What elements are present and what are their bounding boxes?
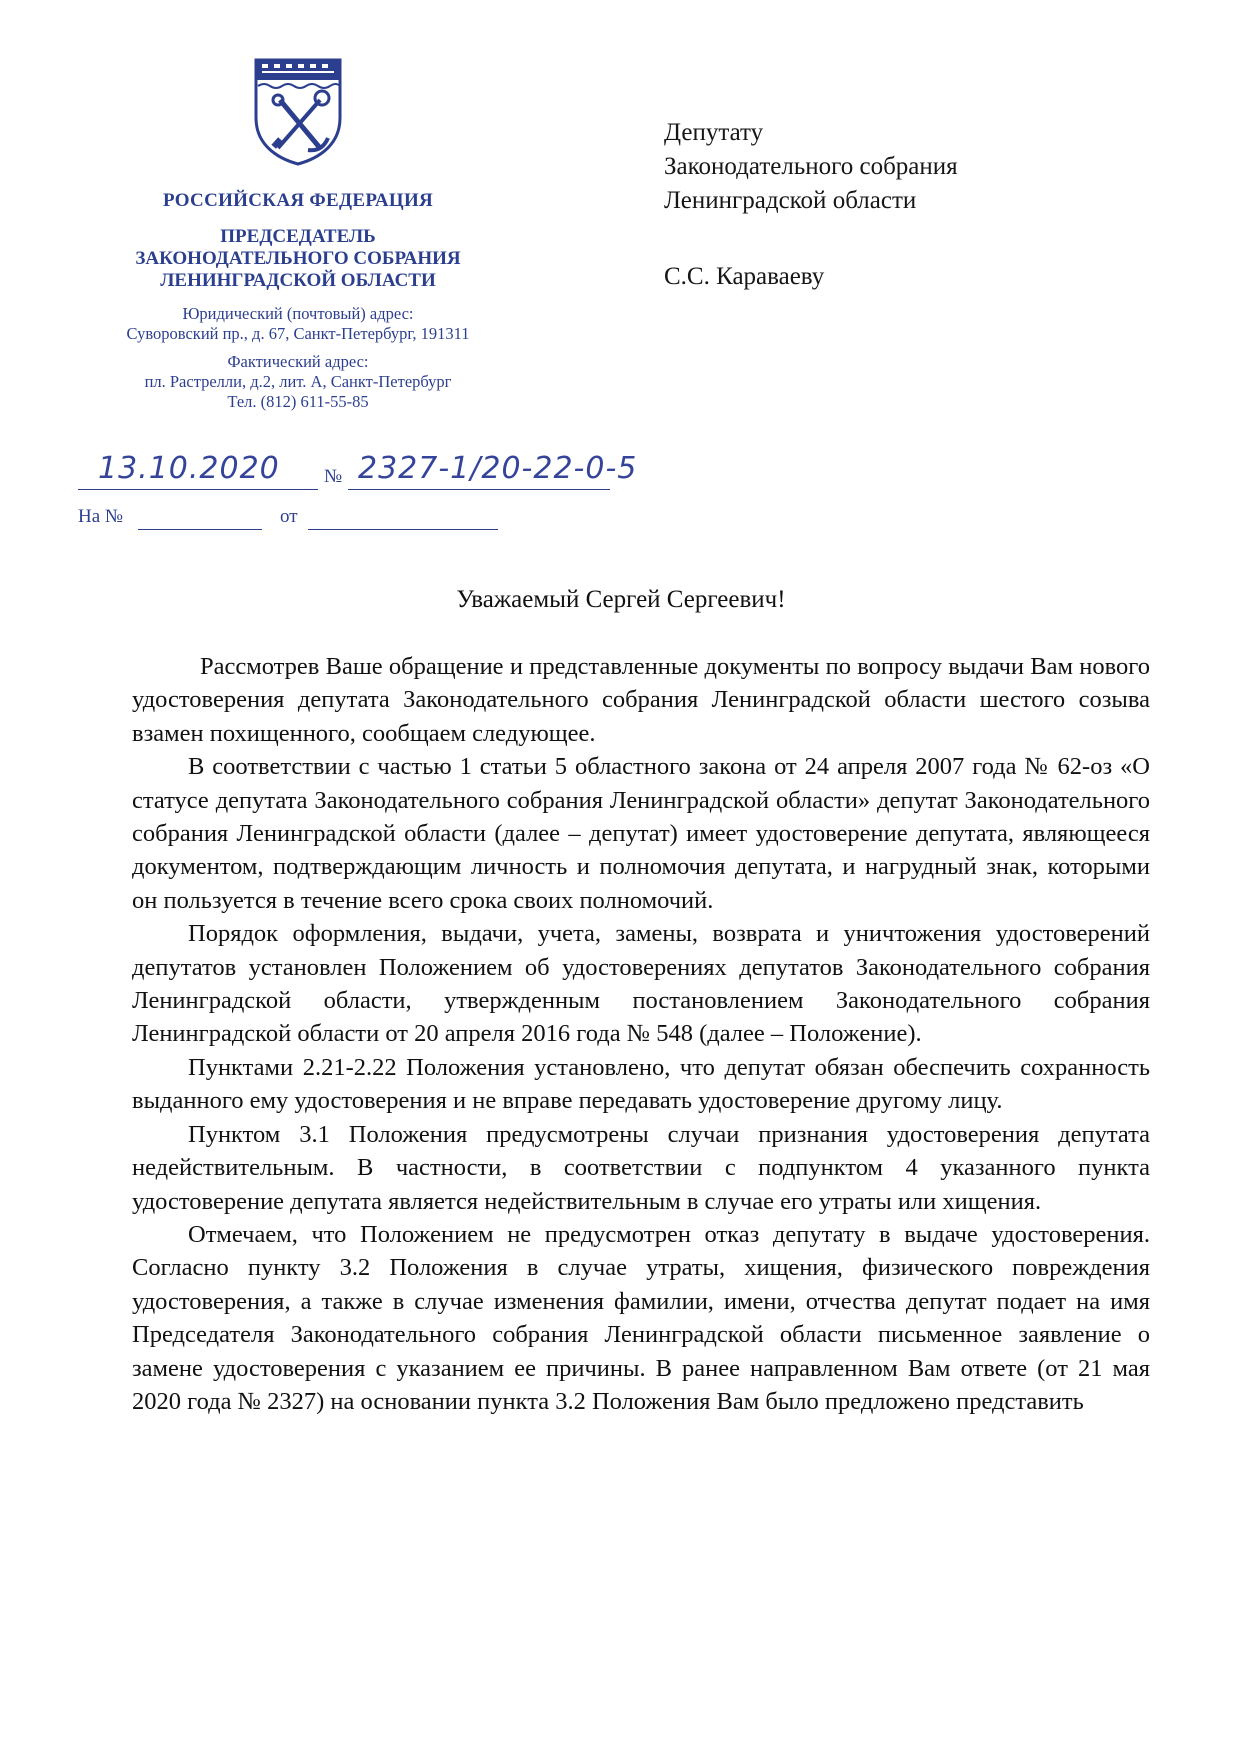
addressee <box>664 116 1184 294</box>
number-underline <box>348 489 610 490</box>
letterhead-title-line: ЗАКОНОДАТЕЛЬНОГО СОБРАНИЯ <box>135 248 461 269</box>
letterhead-title <box>88 226 508 292</box>
paragraph: Пунктом 3.1 Положения предусмотрены случаи признания удостоверения депутата недействительным. В частности, в соответствии с подпунктом 4 указанного пункта удостоверение депутата является недействительным в случае его утраты или хищения. <box>132 1120 1150 1215</box>
legal-address-label: Юридический (почтовый) адрес: <box>182 304 414 323</box>
phone: Тел. (812) 611-55-85 <box>227 392 369 411</box>
ref-date-blank <box>308 529 498 530</box>
ref-from-label: от <box>280 506 298 527</box>
registration-line <box>78 446 638 490</box>
number-sign: № <box>324 466 343 487</box>
addressee-line: Депутату <box>664 119 764 146</box>
greeting: Уважаемый Сергей Сергеевич! <box>456 586 786 613</box>
addressee-line: Законодательного собрания <box>664 153 958 180</box>
paragraph: В соответствии с частью 1 статьи 5 областного закона от 24 апреля 2007 года № 62-оз «О статусе депутата Законодательного собрания Ленинградской области» депутат Законодательного собрания Ленинградской области (далее – депутат) имеет удостоверение депутата, являющееся документом, подтверждающим личность и полномочия депутата, и нагрудный знак, которыми он пользуется в течение всего срока своих полномочий. <box>132 753 1150 914</box>
ref-label: На № <box>78 506 124 527</box>
paragraph: Порядок оформления, выдачи, учета, замены, возврата и уничтожения удостоверений депутатов установлен Положением об удостоверениях депутатов Законодательного собрания Ленинградской области, утвержденным постановлением Законодательного собрания Ленинградской области от 20 апреля 2016 года № 548 (далее – Положение). <box>132 920 1150 1048</box>
registration-date: 13.10.2020 <box>98 451 280 486</box>
legal-address-block <box>88 304 508 344</box>
paragraph: Отмечаем, что Положением не предусмотрен отказ депутату в выдаче удостоверения. Согласно пункту 3.2 Положения в случае утраты, хищения, физического повреждения удостоверения, а также в случае изменения фамилии, имени, отчества депутат подает на имя Председателя Законодательного собрания Ленинградской области письменное заявление о замене удостоверения с указанием ее причины. В ранее направленном Вам ответе (от 21 мая 2020 года № 2327) на основании пункта 3.2 Положения Вам было предложено представить <box>132 1220 1150 1415</box>
letter-body <box>132 650 1150 1418</box>
coat-of-arms-icon <box>250 56 346 168</box>
actual-address: пл. Растрелли, д.2, лит. А, Санкт-Петербург <box>144 372 452 391</box>
ref-number-blank <box>138 529 262 530</box>
reference-line <box>78 502 528 530</box>
actual-address-block <box>88 352 508 412</box>
actual-address-label: Фактический адрес: <box>227 352 369 371</box>
letterhead-country: РОССИЙСКАЯ ФЕДЕРАЦИЯ <box>162 190 434 211</box>
paragraph: Пунктами 2.21-2.22 Положения установлено, что депутат обязан обеспечить сохранность выданного ему удостоверения и не вправе передавать удостоверение другому лицу. <box>132 1053 1150 1115</box>
paragraph: Рассмотрев Ваше обращение и представленные документы по вопросу выдачи Вам нового удостоверения депутата Законодательного собрания Ленинградской области шестого созыва взамен похищенного, сообщаем следующее. <box>132 653 1150 747</box>
registration-number: 2327-1/20-22-0-5 <box>358 451 638 486</box>
letterhead-title-line: ПРЕДСЕДАТЕЛЬ <box>220 226 376 247</box>
date-underline <box>78 489 318 490</box>
addressee-name: С.С. Караваеву <box>664 263 825 290</box>
letterhead <box>88 56 508 420</box>
addressee-line: Ленинградской области <box>664 187 917 214</box>
legal-address: Суворовский пр., д. 67, Санкт-Петербург, 191311 <box>126 324 470 343</box>
letterhead-title-line: ЛЕНИНГРАДСКОЙ ОБЛАСТИ <box>160 270 436 291</box>
